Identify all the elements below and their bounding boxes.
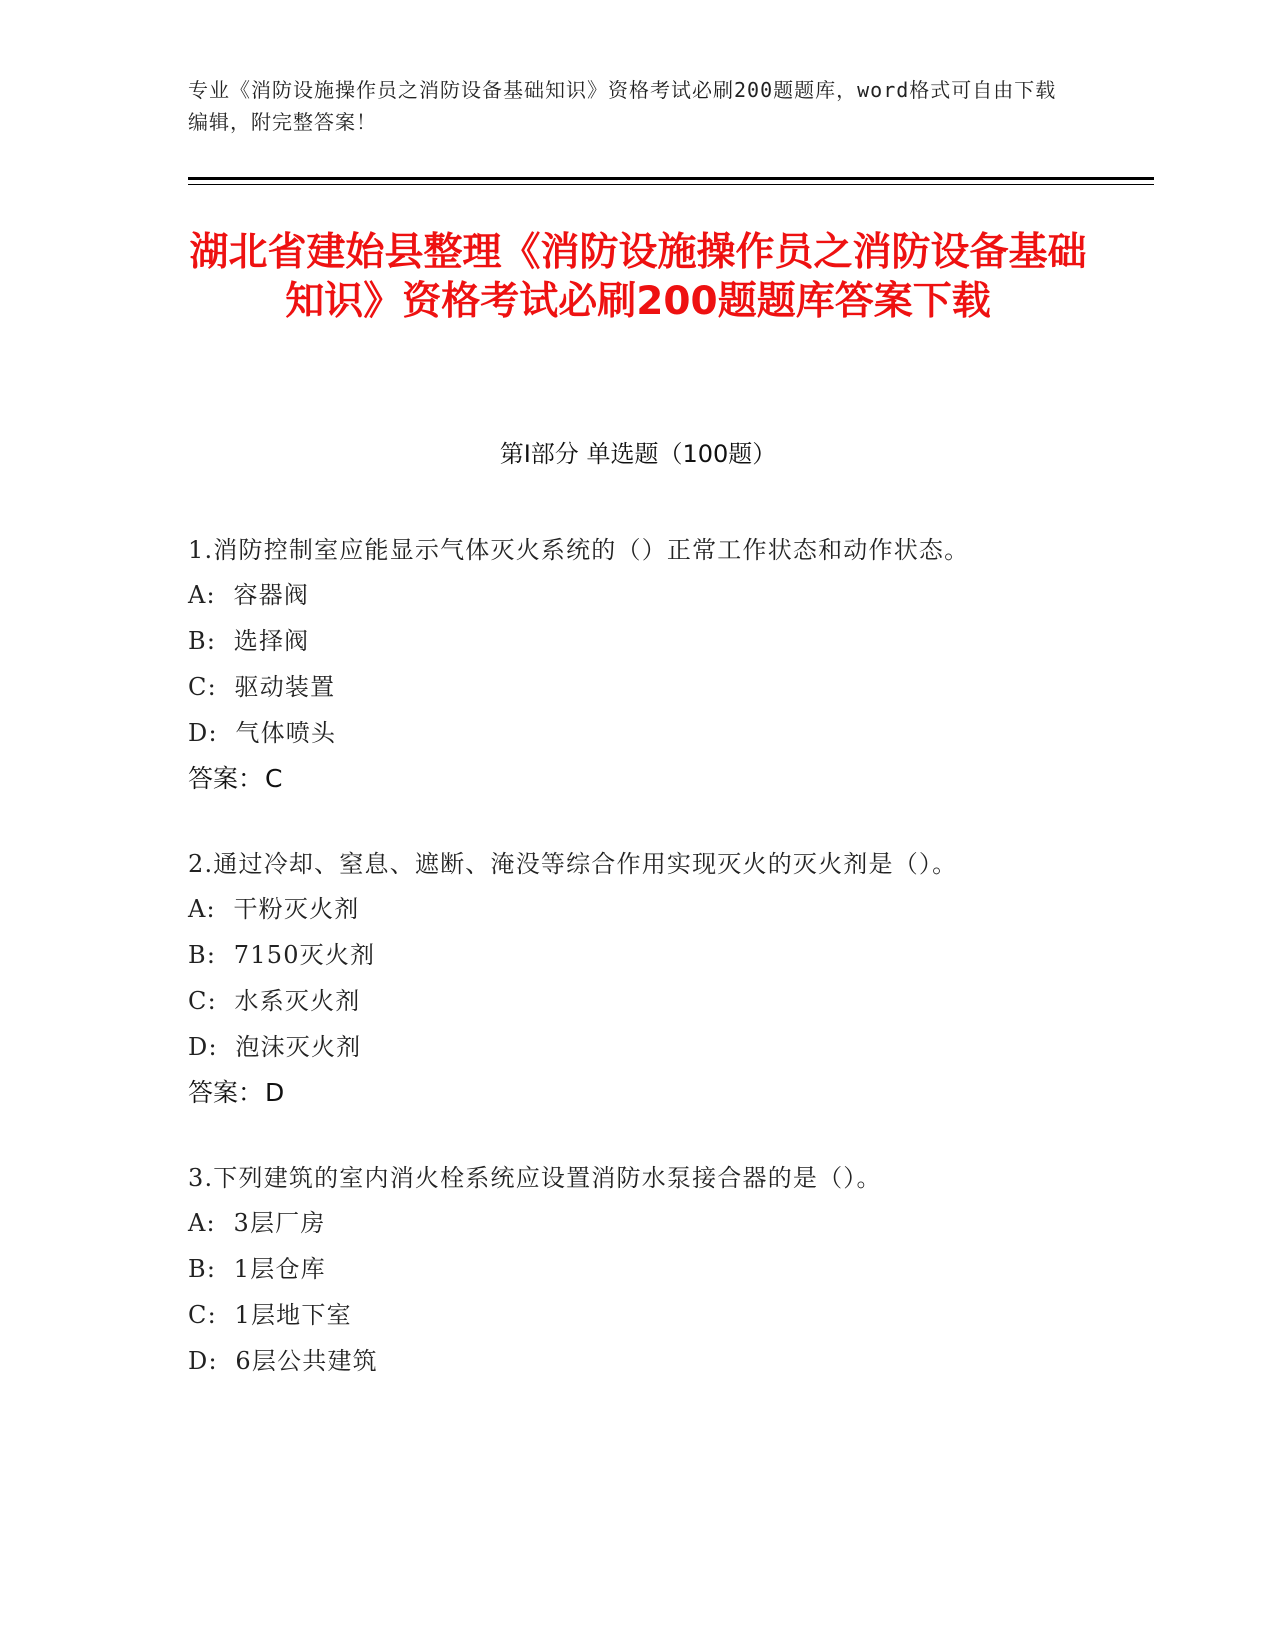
question-stem: 2.通过冷却、窒息、遮断、淹没等综合作用实现灭火的灭火剂是（）。 (188, 850, 958, 878)
option-d: D: 泡沫灭火剂 (188, 1033, 362, 1061)
answer-label: 答案： (188, 1078, 264, 1107)
section-heading: 第Ⅰ部分 单选题（100题） (499, 440, 777, 468)
question-3 (188, 1156, 1088, 1384)
question-2 (188, 842, 1088, 1116)
option-c: C: 1层地下室 (188, 1301, 352, 1329)
option-a: A: 3层厂房 (188, 1209, 326, 1237)
question-list (188, 528, 1088, 1424)
answer-value: D (265, 1078, 285, 1107)
answer-value: C (265, 764, 283, 793)
header-divider-thick (188, 177, 1154, 180)
option-c: C: 水系灭火剂 (188, 987, 361, 1015)
document-title: 湖北省建始县整理《消防设施操作员之消防设备基础知识》资格考试必刷200题题库答案下载 (189, 230, 1087, 324)
option-a: A: 干粉灭火剂 (188, 895, 360, 923)
header-divider-thin (188, 184, 1154, 185)
option-d: D: 6层公共建筑 (188, 1347, 378, 1375)
option-b: B: 选择阀 (188, 627, 310, 655)
answer-label: 答案： (188, 764, 264, 793)
option-b: B: 1层仓库 (188, 1255, 326, 1283)
option-b: B: 7150灭火剂 (188, 941, 376, 969)
answer-line (188, 1070, 1088, 1116)
question-stem: 3.下列建筑的室内消火栓系统应设置消防水泵接合器的是（）。 (188, 1164, 882, 1192)
question-1 (188, 528, 1088, 802)
option-d: D: 气体喷头 (188, 719, 337, 747)
header-note: 专业《消防设施操作员之消防设备基础知识》资格考试必刷200题题库，word格式可自由下载编辑，附完整答案！ (188, 78, 1057, 134)
option-a: A: 容器阀 (188, 581, 310, 609)
question-stem: 1.消防控制室应能显示气体灭火系统的（）正常工作状态和动作状态。 (188, 536, 970, 564)
option-c: C: 驱动装置 (188, 673, 336, 701)
answer-line (188, 756, 1088, 802)
